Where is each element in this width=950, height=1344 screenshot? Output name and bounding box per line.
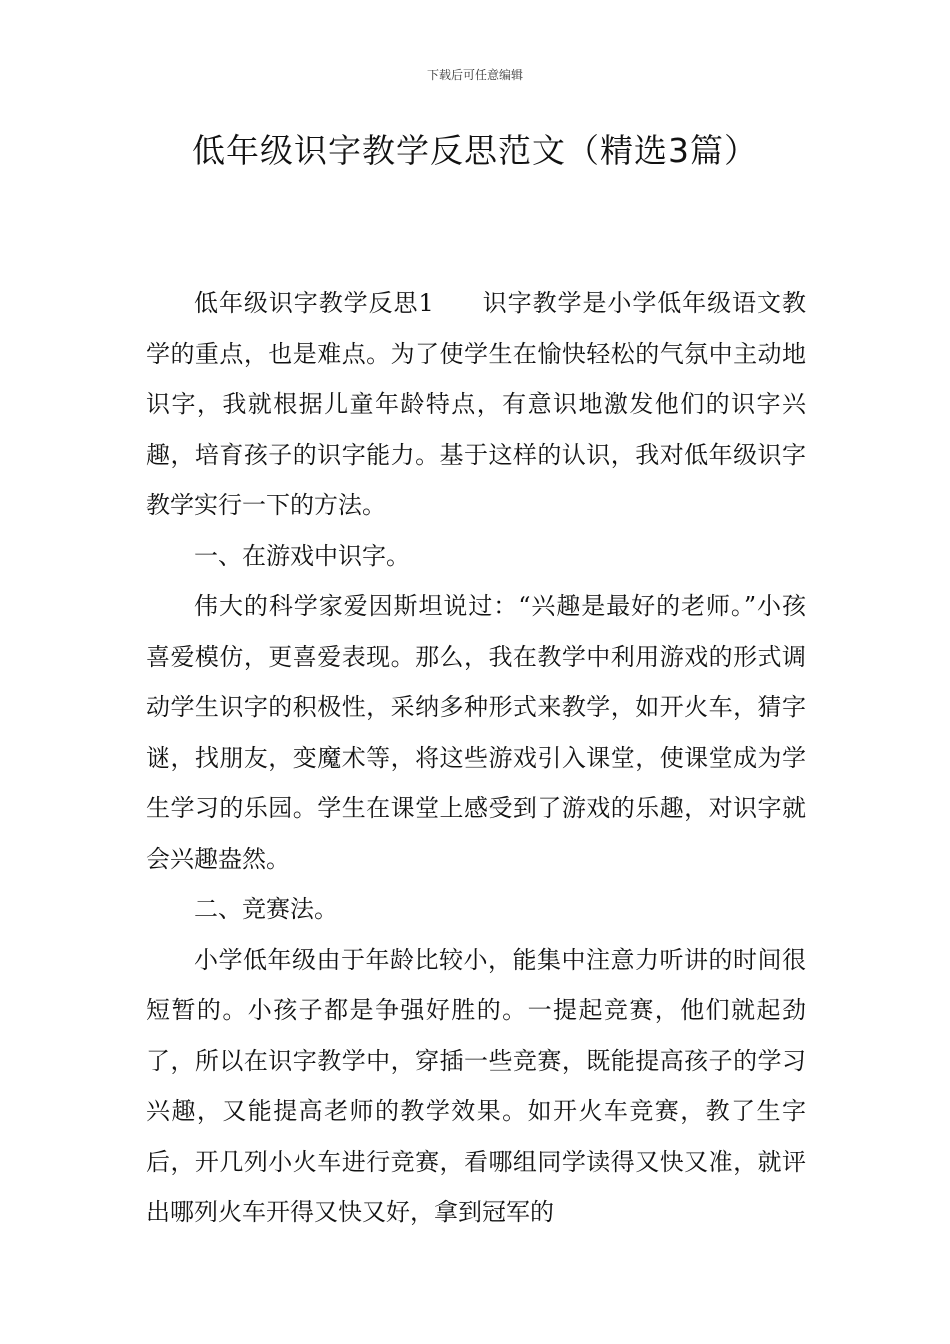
intro-paragraph bbox=[146, 278, 806, 531]
subheading-games: 一、在游戏中识字。 bbox=[194, 541, 410, 570]
intro-text: 识字教学是小学低年级语文教学的重点，也是难点。为了使学生在愉快轻松的气氛中主动地识字，我就根据儿童年龄特点，有意识地激发他们的识字兴趣，培育孩子的识字能力。基于这样的认识，我对低年级识字教学实行一下的方法。 bbox=[146, 289, 806, 519]
document-body bbox=[146, 278, 806, 1238]
section-heading-1: 低年级识字教学反思1 bbox=[194, 289, 434, 317]
paragraph-games: 伟大的科学家爱因斯坦说过：“兴趣是最好的老师。”小孩喜爱模仿，更喜爱表现。那么，我在教学中利用游戏的形式调动学生识字的积极性，采纳多种形式来教学，如开火车，猜字谜，找朋友，变魔术等，将这些游戏引入课堂，使课堂成为学生学习的乐园。学生在课堂上感受到了游戏的乐趣，对识字就会兴趣盎然。 bbox=[146, 592, 806, 873]
paragraph-competition: 小学低年级由于年龄比较小，能集中注意力听讲的时间很短暂的。小孩子都是争强好胜的。一提起竞赛，他们就起劲了，所以在识字教学中，穿插一些竞赛，既能提高孩子的学习兴趣，又能提高老师的教学效果。如开火车竞赛，教了生字后，开几列小火车进行竞赛，看哪组同学读得又快又准，就评出哪列火车开得又快又好，拿到冠军的 bbox=[146, 945, 806, 1226]
header-note: 下载后可任意编辑 bbox=[426, 68, 523, 82]
document-title: 低年级识字教学反思范文（精选3篇） bbox=[192, 131, 758, 170]
subheading-competition: 二、竞赛法。 bbox=[194, 895, 338, 923]
